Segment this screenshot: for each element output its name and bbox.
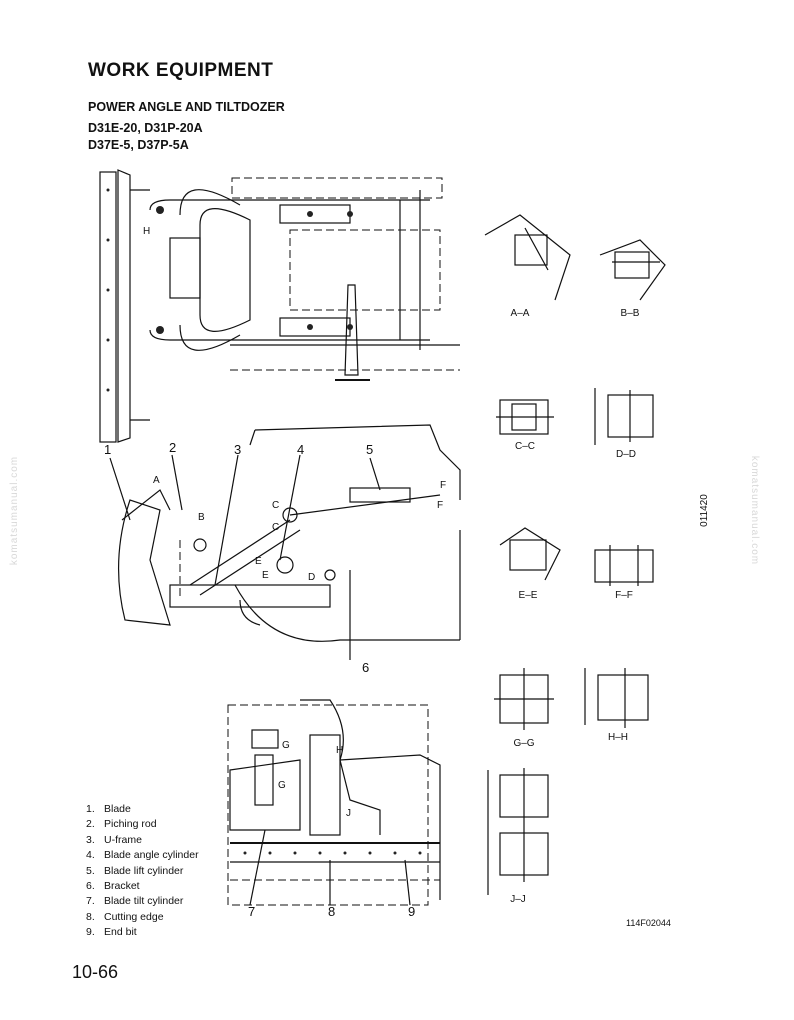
section-label-hh: H–H bbox=[607, 732, 628, 743]
front-view-drawing bbox=[228, 700, 440, 905]
section-label-ee: E–E bbox=[518, 590, 538, 601]
section-subtitle: POWER ANGLE AND TILTDOZER bbox=[88, 100, 285, 114]
legend-label: Cutting edge bbox=[104, 910, 164, 923]
section-label-aa: A–A bbox=[510, 308, 530, 319]
cut-letter-a: A bbox=[153, 475, 160, 486]
cut-letter-e2: E bbox=[262, 570, 269, 581]
section-label-gg: G–G bbox=[513, 738, 535, 749]
callout-9: 9 bbox=[408, 904, 416, 919]
cut-letter-g: G bbox=[282, 740, 290, 751]
page-number: 10-66 bbox=[72, 962, 119, 982]
cut-letter-c2: C bbox=[272, 522, 280, 533]
parts-legend bbox=[86, 802, 199, 941]
legend-num: 3. bbox=[86, 833, 95, 846]
side-view-drawing bbox=[110, 425, 460, 660]
section-detail-dd bbox=[595, 388, 653, 445]
section-detail-ee bbox=[500, 528, 560, 580]
section-detail-bb bbox=[600, 240, 665, 300]
cut-letter-f: F bbox=[440, 480, 447, 491]
callout-6: 6 bbox=[362, 660, 370, 675]
legend-item bbox=[86, 879, 199, 894]
section-label-ff: F–F bbox=[615, 590, 633, 601]
section-detail-cc bbox=[496, 400, 554, 434]
legend-label: Blade lift cylinder bbox=[104, 864, 184, 877]
legend-label: End bit bbox=[104, 926, 137, 939]
callout-4: 4 bbox=[297, 442, 305, 457]
cut-letter-h: H bbox=[143, 226, 151, 237]
cut-letter-b: B bbox=[198, 512, 205, 523]
callout-8: 8 bbox=[328, 904, 336, 919]
legend-num: 9. bbox=[86, 926, 95, 939]
legend-num: 7. bbox=[86, 895, 95, 908]
legend-label: Bracket bbox=[104, 880, 140, 893]
legend-label: Piching rod bbox=[104, 818, 157, 831]
section-label-cc: C–C bbox=[514, 441, 535, 452]
watermark-right: komatsumanual.com bbox=[749, 455, 761, 566]
legend-label: U-frame bbox=[104, 833, 142, 846]
vertical-code: 011420 bbox=[698, 494, 710, 527]
section-detail-aa bbox=[485, 215, 570, 300]
legend-label: Blade tilt cylinder bbox=[104, 895, 184, 908]
page-title: WORK EQUIPMENT bbox=[88, 60, 274, 81]
legend-item bbox=[86, 910, 199, 925]
model-line-2: D37E-5, D37P-5A bbox=[88, 138, 189, 152]
section-label-jj: J–J bbox=[510, 894, 526, 905]
cut-letter-d: D bbox=[308, 572, 316, 583]
legend-item bbox=[86, 894, 199, 909]
legend-item bbox=[86, 817, 199, 832]
callout-1: 1 bbox=[104, 442, 112, 457]
legend-num: 8. bbox=[86, 910, 95, 923]
legend-num: 6. bbox=[86, 880, 95, 893]
legend-num: 4. bbox=[86, 849, 95, 862]
model-line-1: D31E-20, D31P-20A bbox=[88, 121, 203, 135]
cut-letter-g2: G bbox=[278, 780, 286, 791]
section-label-bb: B–B bbox=[620, 308, 640, 319]
callout-7: 7 bbox=[248, 904, 256, 919]
cut-letter-h2: H bbox=[336, 745, 344, 756]
legend-num: 1. bbox=[86, 803, 95, 815]
cut-letter-e: E bbox=[255, 556, 262, 567]
callout-2: 2 bbox=[169, 440, 177, 455]
cut-letter-f2: F bbox=[437, 500, 444, 511]
legend-item bbox=[86, 925, 199, 940]
section-detail-jj bbox=[488, 768, 548, 895]
cut-letter-c1: C bbox=[272, 500, 280, 511]
section-detail-gg bbox=[494, 668, 554, 730]
legend-item bbox=[86, 833, 199, 848]
legend-num: 2. bbox=[86, 818, 95, 831]
section-detail-ff bbox=[595, 545, 653, 586]
legend-label: Blade angle cylinder bbox=[104, 849, 199, 862]
callout-3: 3 bbox=[234, 442, 242, 457]
watermark-left: komatsumanual.com bbox=[9, 455, 21, 566]
section-label-dd: D–D bbox=[615, 449, 636, 460]
legend-item bbox=[86, 848, 199, 863]
top-view-drawing bbox=[100, 170, 460, 442]
section-detail-hh bbox=[585, 668, 648, 728]
legend-item bbox=[86, 802, 199, 817]
legend-label: Blade bbox=[104, 803, 131, 815]
drawing-code: 114F02044 bbox=[626, 918, 671, 928]
legend-num: 5. bbox=[86, 864, 95, 877]
legend-item bbox=[86, 864, 199, 879]
callout-5: 5 bbox=[366, 442, 374, 457]
cut-letter-j: J bbox=[346, 808, 351, 819]
